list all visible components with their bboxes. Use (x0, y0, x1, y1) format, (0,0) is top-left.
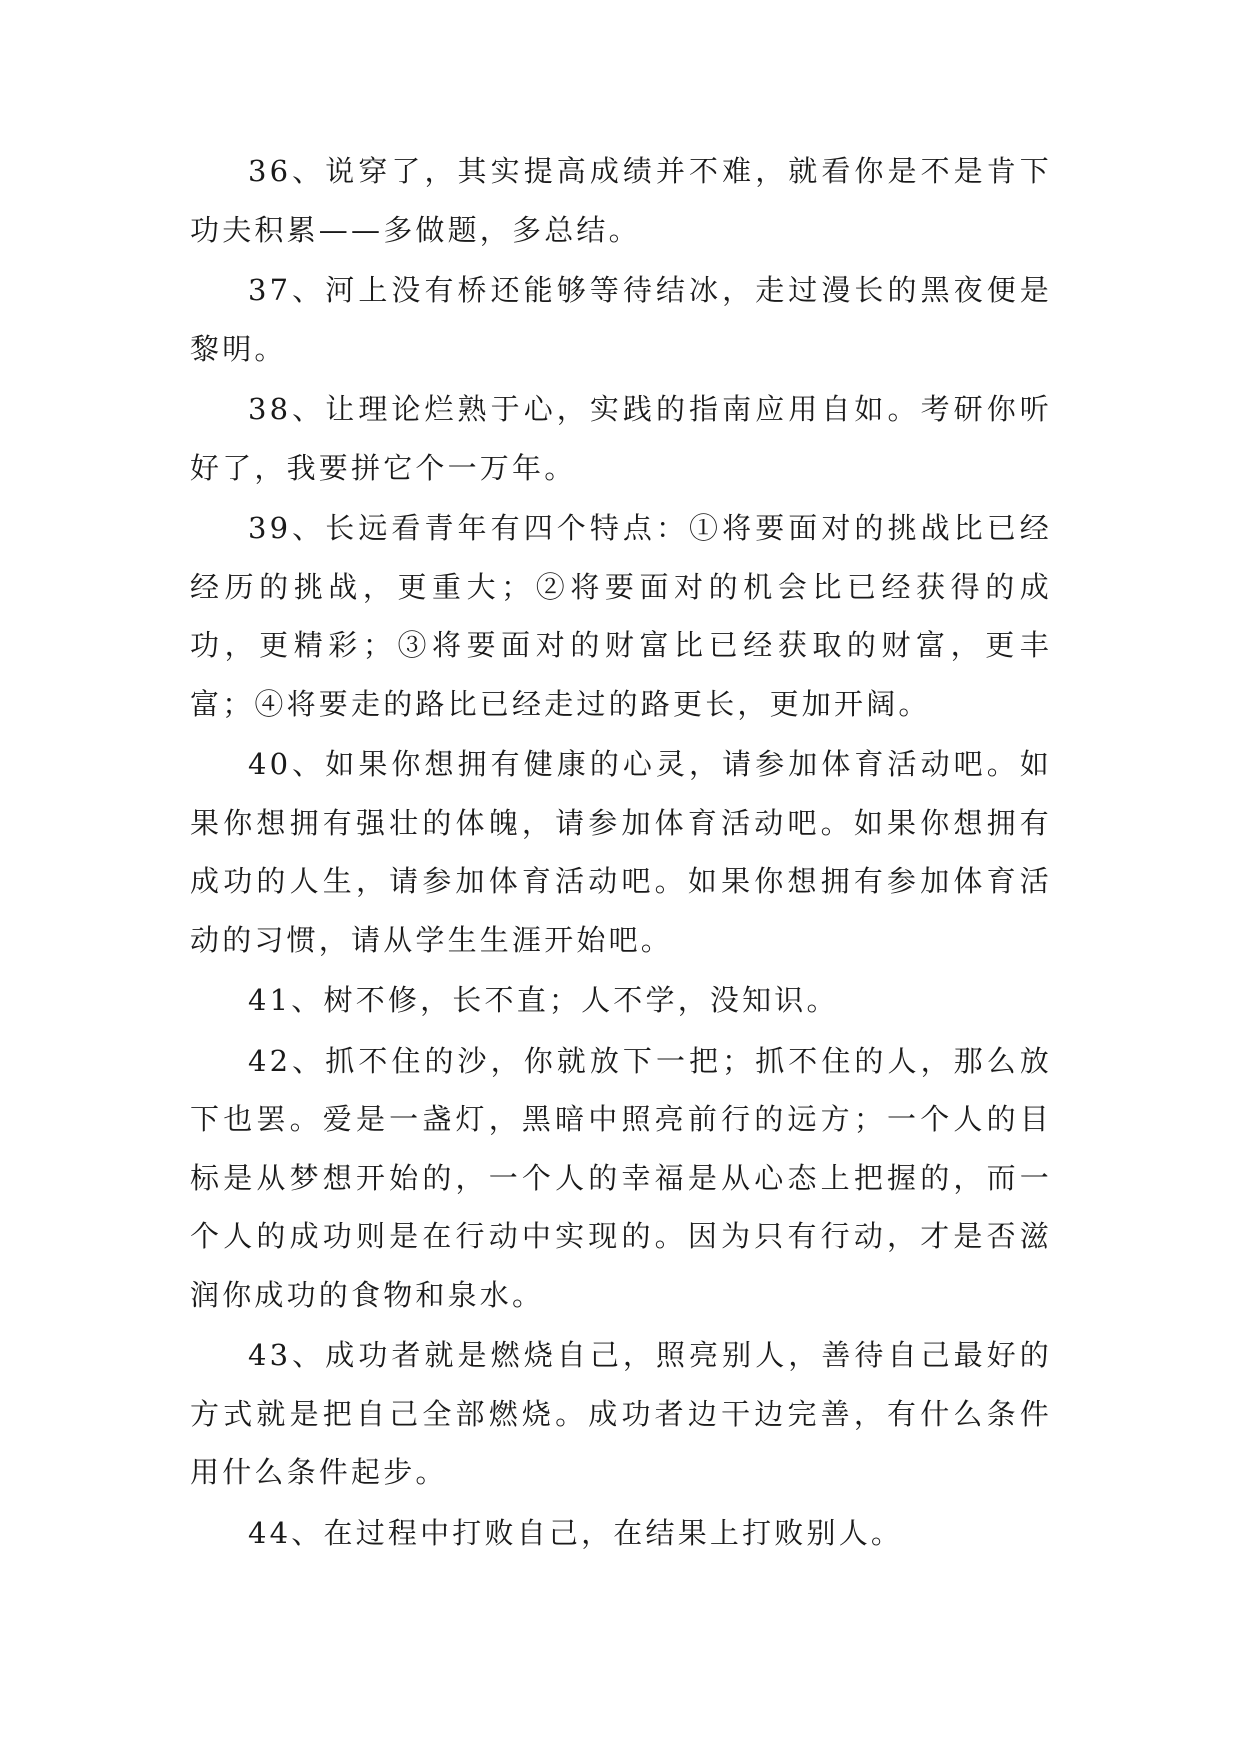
paragraph-43: 43、成功者就是燃烧自己，照亮别人，善待自己最好的方式就是把自己全部燃烧。成功者边干边完善，有什么条件用什么条件起步。 (190, 1338, 1052, 1489)
paragraph-41: 41、树不修，长不直；人不学，没知识。 (248, 983, 839, 1017)
paragraph-38: 38、让理论烂熟于心，实践的指南应用自如。考研你听好了，我要拼它个一万年。 (190, 392, 1052, 485)
paragraph-40: 40、如果你想拥有健康的心灵，请参加体育活动吧。如果你想拥有强壮的体魄，请参加体育活动吧。如果你想拥有成功的人生，请参加体育活动吧。如果你想拥有参加体育活动的习惯，请从学生生涯开始吧。 (190, 747, 1052, 957)
paragraph-39: 39、长远看青年有四个特点：①将要面对的挑战比已经经历的挑战，更重大；②将要面对的机会比已经获得的成功，更精彩；③将要面对的财富比已经获取的财富，更丰富；④将要走的路比已经走过的路更长，更加开阔。 (190, 511, 1052, 721)
paragraph-42: 42、抓不住的沙，你就放下一把；抓不住的人，那么放下也罢。爱是一盏灯，黑暗中照亮前行的远方；一个人的目标是从梦想开始的，一个人的幸福是从心态上把握的，而一个人的成功则是在行动中实现的。因为只有行动，才是否滋润你成功的食物和泉水。 (190, 1043, 1052, 1312)
paragraph-36: 36、说穿了，其实提高成绩并不难，就看你是不是肯下功夫积累——多做题，多总结。 (190, 154, 1052, 247)
document-page (190, 142, 1052, 1564)
paragraph-44: 44、在过程中打败自己，在结果上打败别人。 (248, 1515, 904, 1550)
paragraph-37: 37、河上没有桥还能够等待结冰，走过漫长的黑夜便是黎明。 (190, 273, 1052, 366)
